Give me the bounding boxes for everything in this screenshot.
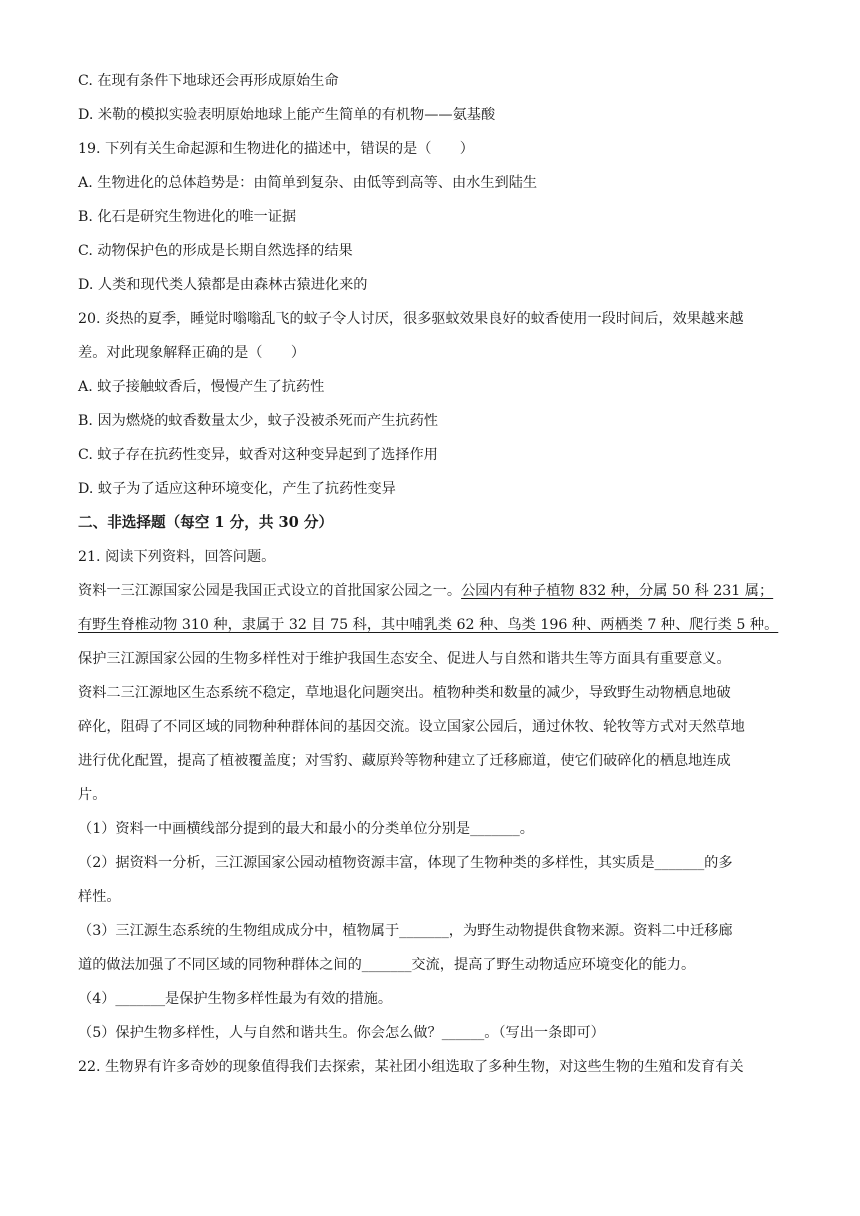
q20-stem-line1: 20. 炎热的夏季，睡觉时嗡嗡乱飞的蚊子令人讨厌，很多驱蚊效果良好的蚊香使用一段时间后，效果越来越 — [78, 311, 744, 327]
q19-option-d: D. 人类和现代类人猿都是由森林古猿进化来的 — [78, 277, 368, 293]
q20-option-c: C. 蚊子存在抗药性变异，蚊香对这种变异起到了选择作用 — [78, 447, 438, 463]
q21-material1-underlined-1: 公园内有种子植物 832 种，分属 50 科 231 属； — [461, 583, 774, 599]
q21-sub1: （1）资料一中画横线部分提到的最大和最小的分类单位分别是_______。 — [78, 821, 534, 837]
q21-material2-line4: 片。 — [78, 787, 107, 803]
q21-material1-tail: 保护三江源国家公园的生物多样性对于维护我国生态安全、促进人与自然和谐共生等方面具有重要意义。 — [78, 651, 731, 667]
q21-material1-line2 — [78, 614, 784, 636]
q22-stem-line1: 22. 生物界有许多奇妙的现象值得我们去探索，某社团小组选取了多种生物，对这些生物的生殖和发育有关 — [78, 1059, 744, 1075]
q21-sub2-line1: （2）据资料一分析，三江源国家公园动植物资源丰富，体现了生物种类的多样性，其实质是_______的多 — [78, 855, 733, 871]
q19-option-c: C. 动物保护色的形成是长期自然选择的结果 — [78, 243, 353, 259]
q21-material2-line1: 资料二三江源地区生态系统不稳定，草地退化问题突出。植物种类和数量的减少，导致野生动物栖息地破 — [78, 685, 731, 701]
q21-material1-line1 — [78, 580, 784, 602]
q18-option-d: D. 米勒的模拟实验表明原始地球上能产生简单的有机物——氨基酸 — [78, 107, 496, 123]
section-title-non-choice: 二、非选择题（每空 1 分，共 30 分） — [78, 514, 334, 531]
q20-option-d: D. 蚊子为了适应这种环境变化，产生了抗药性变异 — [78, 481, 396, 497]
q21-sub2-line2: 样性。 — [78, 889, 121, 905]
q21-sub3-line1: （3）三江源生态系统的生物组成成分中，植物属于_______，为野生动物提供食物来源。资料二中迁移廊 — [78, 923, 733, 939]
q19-stem: 19. 下列有关生命起源和生物进化的描述中，错误的是（ ） — [78, 141, 474, 157]
q20-option-a: A. 蚊子接触蚊香后，慢慢产生了抗药性 — [78, 379, 325, 395]
q21-material2-line2: 碎化，阻碍了不同区域的同物种种群体间的基因交流。设立国家公园后，通过休牧、轮牧等方式对天然草地 — [78, 719, 745, 735]
q19-option-b: B. 化石是研究生物进化的唯一证据 — [78, 209, 297, 225]
exam-page — [78, 70, 784, 1078]
q18-option-c: C. 在现有条件下地球还会再形成原始生命 — [78, 73, 339, 89]
q21-sub3-line2: 道的做法加强了不同区域的同物种群体之间的_______交流，提高了野生动物适应环境变化的能力。 — [78, 957, 696, 973]
q19-option-a: A. 生物进化的总体趋势是：由简单到复杂、由低等到高等、由水生到陆生 — [78, 175, 538, 191]
q21-stem: 21. 阅读下列资料，回答问题。 — [78, 549, 276, 565]
q21-material1-underlined-2: 有野生脊椎动物 310 种，隶属于 32 目 75 科，其中哺乳类 62 种、鸟类 196 种、两栖类 7 种、爬行类 5 种。 — [78, 617, 779, 633]
q21-sub4: （4）_______是保护生物多样性最为有效的措施。 — [78, 991, 393, 1007]
q21-sub5: （5）保护生物多样性，人与自然和谐共生。你会怎么做？______。（写出一条即可） — [78, 1025, 605, 1041]
q21-material1-lead: 资料一三江源国家公园是我国正式设立的首批国家公园之一。 — [78, 583, 462, 599]
q20-option-b: B. 因为燃烧的蚊香数量太少，蚊子没被杀死而产生抗药性 — [78, 413, 438, 429]
q20-stem-line2: 差。对此现象解释正确的是（ ） — [78, 345, 306, 361]
q21-material2-line3: 进行优化配置，提高了植被覆盖度；对雪豹、藏原羚等物种建立了迁移廊道，使它们破碎化的栖息地连成 — [78, 753, 731, 769]
